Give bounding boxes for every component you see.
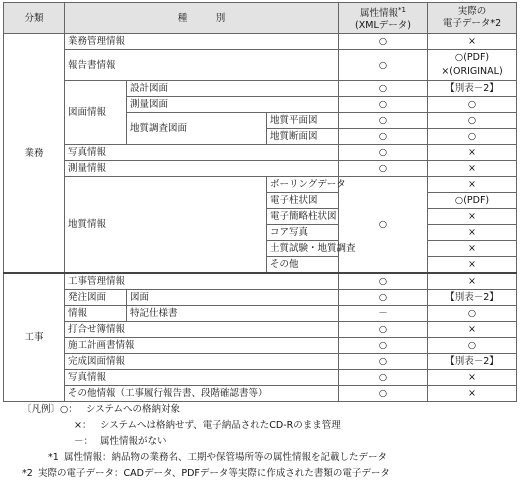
- row-label: 図面情報: [65, 81, 127, 145]
- row-sublabel: 設計図面: [127, 81, 339, 97]
- table-row: [4, 161, 517, 177]
- actual-value: ×: [428, 241, 517, 257]
- row-label: 打合せ簿情報: [65, 322, 339, 338]
- row-label: その他情報（工事履行報告書、段階確認書等）: [65, 386, 339, 402]
- table-row: [4, 386, 517, 402]
- legend-line-circle: [22, 402, 512, 418]
- attr-value: ○: [339, 129, 428, 145]
- table-row: [4, 50, 517, 81]
- actual-value: ×: [428, 322, 517, 338]
- legend-line-note1: [22, 450, 512, 466]
- actual-value: ×: [428, 161, 517, 177]
- actual-value: ×: [428, 209, 517, 225]
- legend-line-note2: [22, 466, 512, 482]
- row-sublabel-2: 地質断面図: [267, 129, 339, 145]
- table-row: [4, 306, 517, 322]
- legend-dash-key: －：: [74, 436, 94, 447]
- table-row: [4, 81, 517, 97]
- attr-value: ○: [339, 354, 428, 370]
- actual-value: ○: [428, 306, 517, 322]
- legend-title: 〔凡例〕: [22, 404, 61, 415]
- header-attr-line1: 属性情報: [360, 8, 399, 20]
- row-sublabel: 電子簡略柱状図: [267, 209, 339, 225]
- attr-value: －: [339, 306, 428, 322]
- legend-dash-text: 属性情報がない: [100, 436, 167, 447]
- actual-value: ×: [428, 386, 517, 402]
- row-sublabel: その他: [267, 257, 339, 274]
- legend-cross-key: ×：: [74, 420, 92, 431]
- attr-value: ○: [339, 273, 428, 290]
- actual-value: ×: [428, 370, 517, 386]
- row-sublabel: 土質試験・地質調査: [267, 241, 339, 257]
- legend-line-dash: [22, 434, 512, 450]
- attr-value: ○: [339, 177, 428, 274]
- attr-value: ○: [339, 50, 428, 81]
- legend-cross-text: システムへは格納せず、電子納品されたCD-Rのまま管理: [100, 420, 341, 431]
- row-sublabel: 図面: [127, 290, 339, 306]
- actual-value: ×: [428, 34, 517, 50]
- header-actual: [428, 3, 517, 34]
- row-sublabel: ボーリングデータ: [267, 177, 339, 193]
- attr-value: ○: [339, 338, 428, 354]
- group-business: 業務: [4, 34, 65, 274]
- attr-value: ○: [339, 34, 428, 50]
- row-sublabel: コア写真: [267, 225, 339, 241]
- row-label: 測量情報: [65, 161, 339, 177]
- actual-value: 【別表－2】: [428, 290, 517, 306]
- table-row: [4, 177, 517, 193]
- actual-value: ×: [428, 225, 517, 241]
- actual-value: ×: [428, 177, 517, 193]
- row-sublabel: 電子柱状図: [267, 193, 339, 209]
- legend-note1-key: *1: [48, 452, 59, 463]
- table-row: [4, 34, 517, 50]
- actual-value-line1: ○(PDF): [454, 52, 490, 63]
- legend-circle-key: ○：: [60, 404, 78, 415]
- table-row: [4, 322, 517, 338]
- legend: [22, 402, 512, 482]
- actual-value: ○: [428, 113, 517, 129]
- actual-value: ○: [428, 97, 517, 113]
- row-label: 発注図面: [65, 290, 127, 306]
- actual-value: ○: [428, 129, 517, 145]
- actual-value: ×: [428, 145, 517, 161]
- attr-value: ○: [339, 386, 428, 402]
- row-sublabel: 地質調査図面: [127, 113, 267, 145]
- header-category: 分類: [4, 3, 65, 34]
- header-type: 種 別: [65, 3, 339, 34]
- header-row: [4, 3, 517, 34]
- row-label: 報告書情報: [65, 50, 339, 81]
- legend-note2-key: *2: [22, 468, 33, 479]
- attr-value: ○: [339, 113, 428, 129]
- actual-value: 【別表－2】: [428, 354, 517, 370]
- row-sublabel-2: 地質平面図: [267, 113, 339, 129]
- legend-line-cross: [22, 418, 512, 434]
- group-construction: 工事: [4, 273, 65, 402]
- row-label: 情報: [65, 306, 127, 322]
- header-attr-sup: *1: [398, 5, 406, 14]
- row-label: 写真情報: [65, 145, 339, 161]
- header-actual-line2: 電子データ*2: [442, 18, 502, 29]
- legend-note2-text: 実際の電子データ：CADデータ、PDFデータ等実際に作成された書類の電子データ: [38, 468, 390, 479]
- table-row: [4, 354, 517, 370]
- actual-value: ×: [428, 257, 517, 274]
- actual-value: 【別表－2】: [428, 81, 517, 97]
- legend-note1-text: 属性情報：納品物の業務名、工期や保管場所等の属性情報を記載したデータ: [64, 452, 388, 463]
- attr-value: ○: [339, 322, 428, 338]
- header-attr-line2: (XMLデータ): [355, 20, 411, 32]
- actual-value: [428, 50, 517, 81]
- table-row: [4, 273, 517, 290]
- attr-value: ○: [339, 145, 428, 161]
- actual-value: ○(PDF): [428, 193, 517, 209]
- row-label: 地質情報: [65, 177, 267, 274]
- table-row: [4, 370, 517, 386]
- actual-value: ○: [428, 338, 517, 354]
- table-row: [4, 290, 517, 306]
- attr-value: ○: [339, 81, 428, 97]
- table-row: [4, 145, 517, 161]
- attr-value: ○: [339, 290, 428, 306]
- attr-value: ○: [339, 97, 428, 113]
- legend-circle-text: システムへの格納対象: [86, 404, 181, 415]
- row-sublabel: 特記仕様書: [127, 306, 339, 322]
- row-label: 写真情報: [65, 370, 339, 386]
- row-label: 完成図面情報: [65, 354, 339, 370]
- actual-value: ×: [428, 273, 517, 290]
- attr-value: ○: [339, 161, 428, 177]
- row-sublabel: 測量図面: [127, 97, 339, 113]
- table-row: [4, 338, 517, 354]
- actual-value-line2: ×(ORIGINAL): [441, 66, 503, 77]
- row-label: 施工計画書情報: [65, 338, 339, 354]
- row-label: 業務管理情報: [65, 34, 339, 50]
- header-actual-line1: 実際の: [457, 6, 487, 17]
- attr-value: ○: [339, 370, 428, 386]
- header-attr: [339, 3, 428, 34]
- classification-table: [3, 2, 517, 402]
- row-label: 工事管理情報: [65, 273, 339, 290]
